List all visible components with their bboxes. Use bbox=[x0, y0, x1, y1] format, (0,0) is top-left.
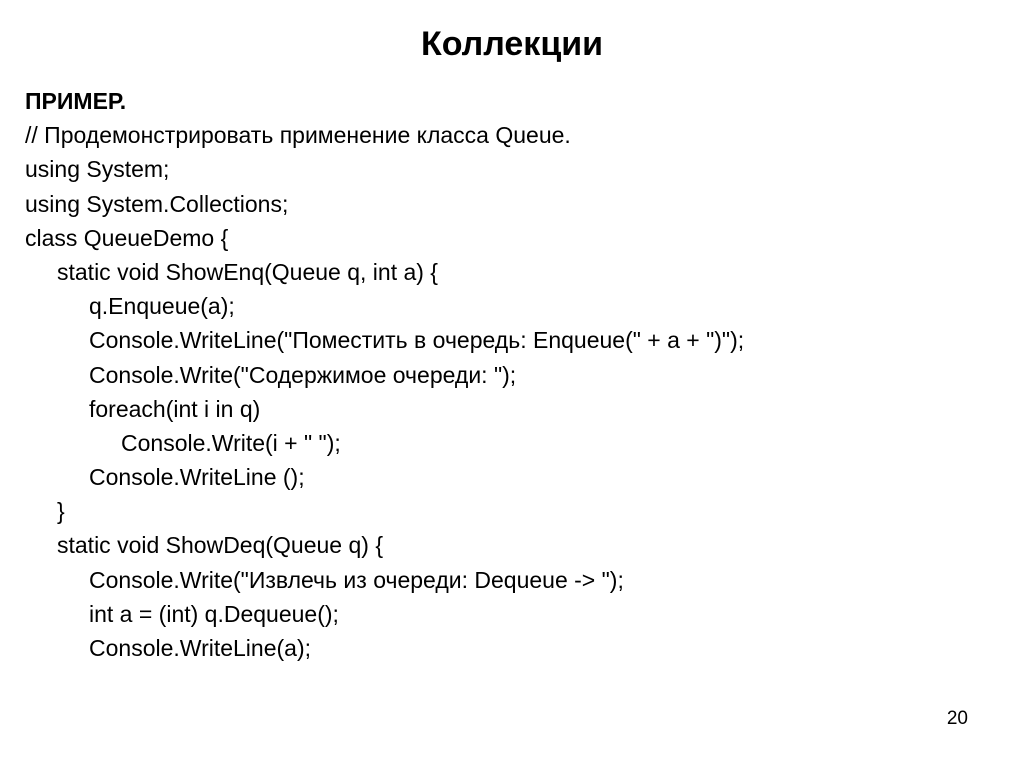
code-line: using System.Collections; bbox=[25, 190, 289, 217]
code-line: Console.Write(i + " "); bbox=[121, 429, 341, 456]
code-line: using System; bbox=[25, 156, 170, 183]
code-line: Console.WriteLine (); bbox=[89, 464, 305, 491]
slide-title: Коллекции bbox=[420, 25, 604, 63]
code-listing bbox=[25, 84, 1005, 665]
code-comment-line: // Продемонстрировать применение класса Queue. bbox=[25, 122, 571, 149]
code-line: static void ShowDeq(Queue q) { bbox=[57, 532, 384, 559]
code-line: class QueueDemo { bbox=[25, 224, 229, 251]
code-line: } bbox=[57, 498, 65, 525]
code-line: Console.Write("Содержимое очереди: "); bbox=[89, 361, 517, 388]
page-number: 20 bbox=[946, 708, 968, 729]
example-heading: ПРИМЕР. bbox=[25, 88, 127, 114]
code-line: Console.Write("Извлечь из очереди: Dequeue -> "); bbox=[89, 566, 624, 593]
code-line: Console.WriteLine("Поместить в очередь: Enqueue(" + a + ")"); bbox=[89, 327, 745, 354]
code-line: int a = (int) q.Dequeue(); bbox=[89, 600, 339, 627]
code-line: foreach(int i in q) bbox=[89, 395, 261, 422]
code-line: q.Enqueue(a); bbox=[89, 293, 235, 320]
code-line: Console.WriteLine(a); bbox=[89, 635, 312, 661]
code-line: static void ShowEnq(Queue q, int a) { bbox=[57, 258, 438, 285]
